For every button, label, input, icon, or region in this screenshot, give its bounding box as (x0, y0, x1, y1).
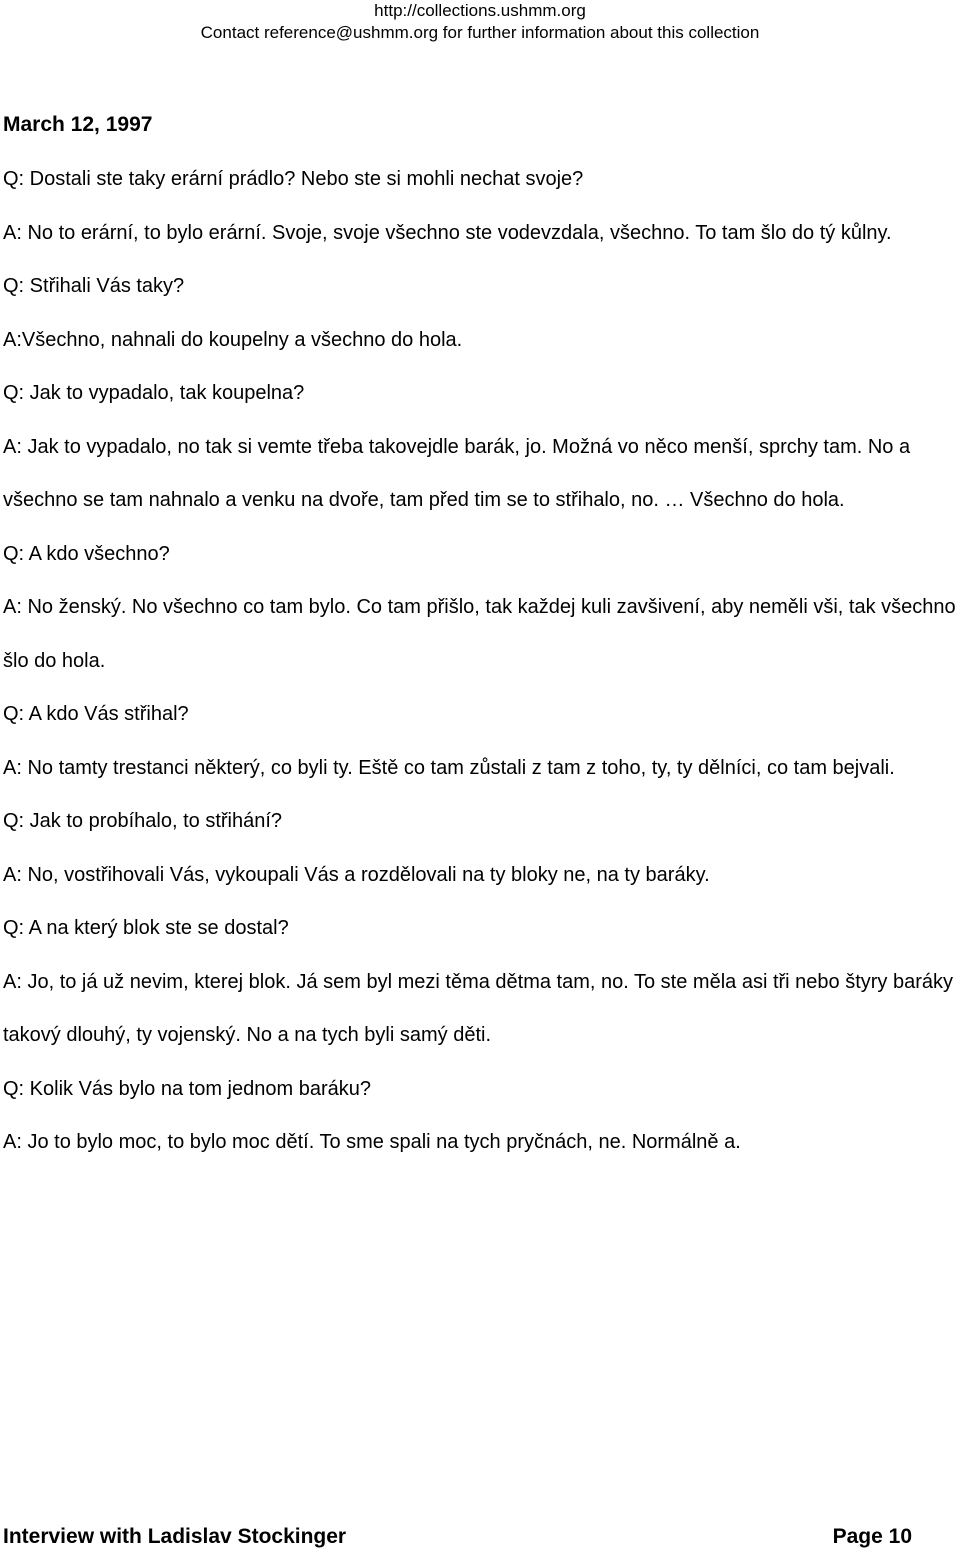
transcript-line: A: No tamty trestanci některý, co byli ty. Eště co tam zůstali z tam z toho, ty, ty dělníci, co tam bejvali. (3, 756, 895, 779)
transcript-line: A: No ženský. No všechno co tam bylo. Co tam přišlo, tak každej kuli zavšivení, aby neměli vši, tak všechno šlo do hola. (3, 596, 956, 672)
transcript-line: Q: Střihali Vás taky? (3, 275, 185, 297)
collection-url: http://collections.ushmm.org (374, 1, 586, 20)
transcript-line: Q: Jak to probíhalo, to střihání? (3, 810, 283, 832)
interview-date: March 12, 1997 (3, 113, 153, 136)
page-header (0, 0, 960, 44)
transcript-line: Q: Dostali ste taky erární prádlo? Nebo ste si mohli nechat svoje? (3, 168, 584, 190)
transcript-line: Q: Jak to vypadalo, tak koupelna? (3, 382, 305, 404)
page-number: Page 10 (832, 1525, 912, 1548)
transcript-line: A: No, vostřihovali Vás, vykoupali Vás a rozdělovali na ty bloky ne, na ty baráky. (3, 863, 710, 886)
transcript-line: A: Jo to bylo moc, to bylo moc dětí. To sme spali na tych pryčnách, ne. Normálně a. (3, 1131, 741, 1153)
transcript-line: Q: A kdo Vás střihal? (3, 703, 189, 725)
transcript-line: Q: Kolik Vás bylo na tom jednom baráku? (3, 1077, 371, 1100)
transcript-line: A: No to erární, to bylo erární. Svoje, svoje všechno ste vodevzdala, všechno. To tam šlo do tý kůlny. (3, 221, 892, 244)
transcript-line: A: Jak to vypadalo, no tak si vemte třeba takovejdle barák, jo. Možná vo něco menší, sprchy tam. No a všechno se tam nahnalo a venku na dvoře, tam před tim se to střihalo, no. … Všechno do hola. (3, 435, 911, 511)
contact-line: Contact reference@ushmm.org for further information about this collection (200, 23, 760, 42)
transcript-body (3, 153, 958, 1170)
transcript-line: Q: A kdo všechno? (3, 542, 170, 565)
transcript-line: A:Všechno, nahnali do koupelny a všechno do hola. (3, 328, 463, 351)
footer-title: Interview with Ladislav Stockinger (3, 1525, 347, 1548)
transcript-line: Q: A na který blok ste se dostal? (3, 917, 289, 939)
transcript-line: A: Jo, to já už nevim, kterej blok. Já sem byl mezi těma dětma tam, no. To ste měla asi tři nebo štyry baráky takový dlouhý, ty vojenský. No a na tych byli samý děti. (3, 970, 954, 1046)
